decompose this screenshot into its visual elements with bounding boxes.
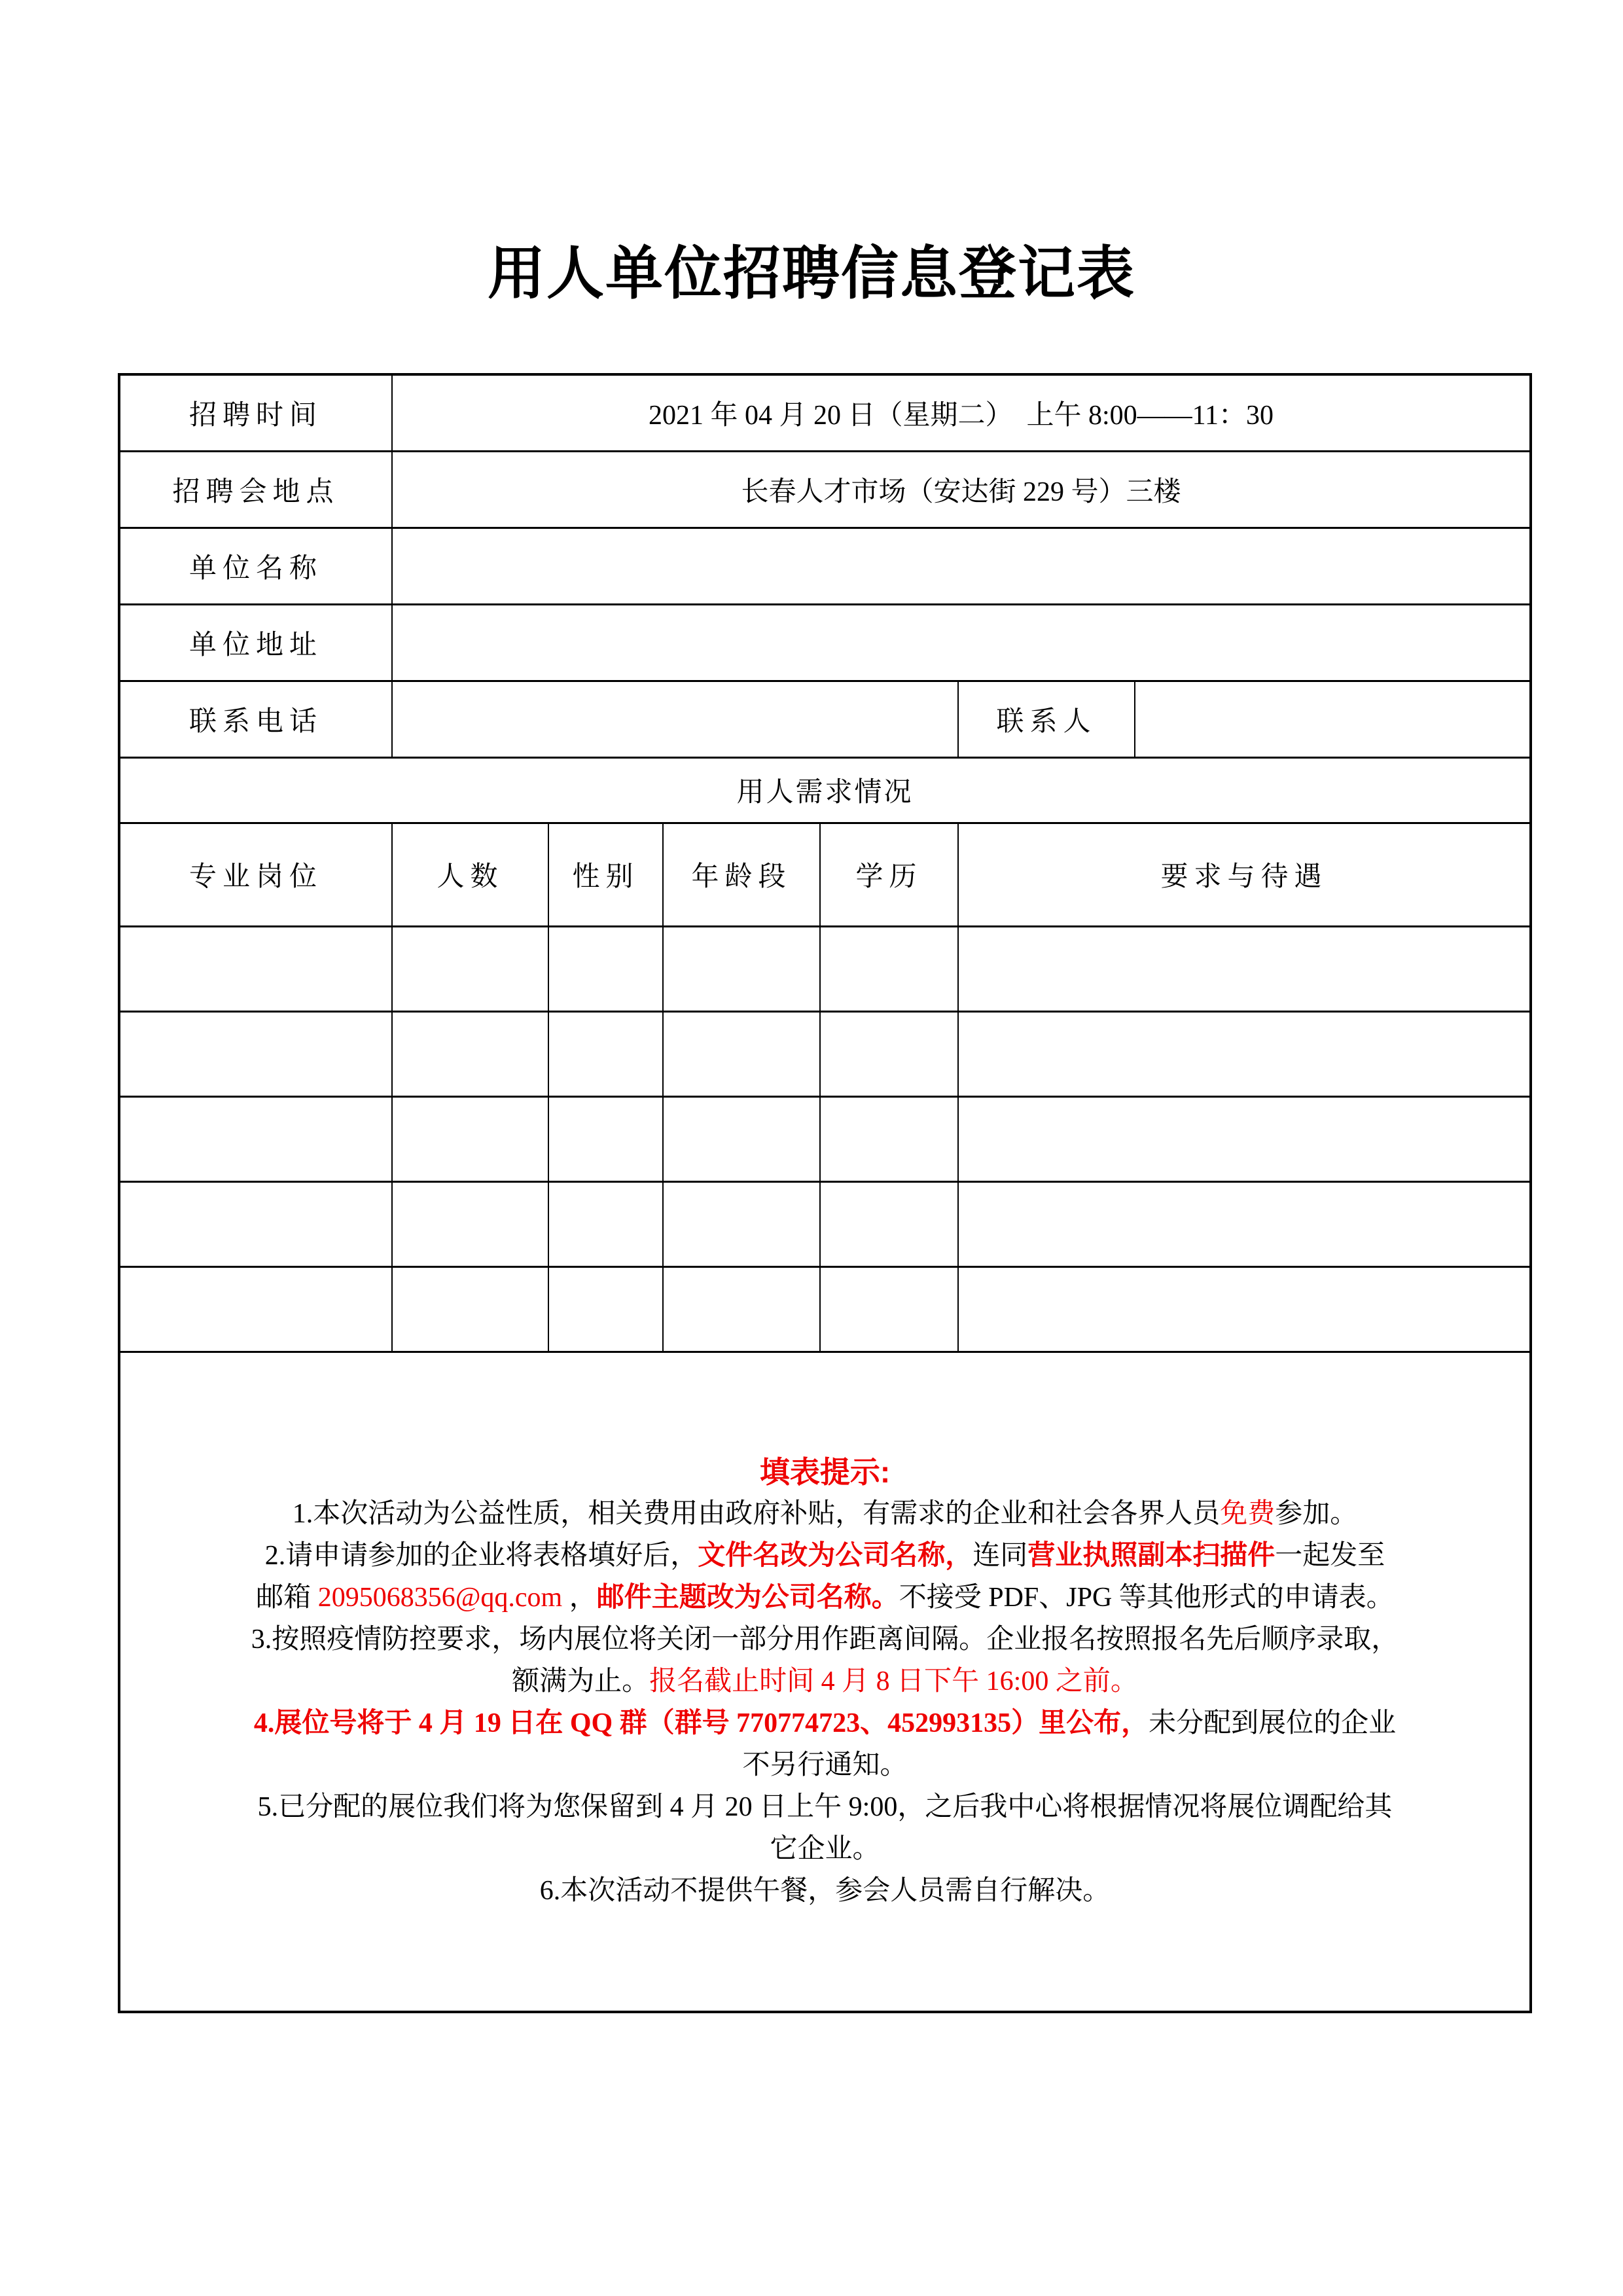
- demand-cell-headcount[interactable]: [392, 1181, 548, 1266]
- note-line: [120, 1493, 1529, 1535]
- demand-cell-requirements[interactable]: [958, 1096, 1531, 1181]
- note-text-highlight: 报名截止时间 4 月 8 日下午 16:00 之前。: [649, 1666, 1138, 1697]
- page-title: 用人单位招聘信息登记表: [487, 243, 1135, 306]
- note-text: 一起发至: [1275, 1541, 1385, 1571]
- note-text: 5.已分配的展位我们将为您保留到 4 月 20 日上午 9:00，之后我中心将根据情况将展位调配给其: [257, 1792, 1393, 1823]
- column-header-headcount: 人数: [392, 823, 548, 926]
- demand-cell-education[interactable]: [820, 1266, 958, 1352]
- note-line: [120, 1702, 1529, 1744]
- table-row: [119, 757, 1531, 823]
- demand-row: [119, 1266, 1531, 1352]
- table-row: [119, 374, 1531, 451]
- notes-body: [120, 1493, 1529, 1912]
- demand-cell-age[interactable]: [663, 1096, 820, 1181]
- demand-cell-position[interactable]: [119, 1011, 392, 1096]
- phone-field[interactable]: [392, 681, 958, 757]
- note-text: 参加。: [1275, 1499, 1358, 1530]
- note-text-highlight: 免费: [1220, 1499, 1275, 1530]
- note-text: 邮箱: [256, 1583, 318, 1613]
- note-text: 3.按照疫情防控要求，场内展位将关闭一部分用作距离间隔。企业报名按照报名先后顺序录取，: [251, 1624, 1399, 1655]
- note-text-highlight: 营业执照副本扫描件: [1027, 1541, 1275, 1571]
- note-line: [120, 1619, 1529, 1660]
- column-header-age: 年龄段: [663, 823, 820, 926]
- contact-label: 联系人: [958, 681, 1135, 757]
- demand-cell-position[interactable]: [119, 1266, 392, 1352]
- column-header-requirements: 要求与待遇: [958, 823, 1531, 926]
- demand-cell-age[interactable]: [663, 926, 820, 1011]
- demand-cell-requirements[interactable]: [958, 1011, 1531, 1096]
- demand-cell-gender[interactable]: [548, 1181, 663, 1266]
- demand-cell-gender[interactable]: [548, 1011, 663, 1096]
- note-line: [120, 1744, 1529, 1786]
- column-header-education: 学历: [820, 823, 958, 926]
- demand-cell-position[interactable]: [119, 926, 392, 1011]
- note-line: [120, 1535, 1529, 1577]
- demand-row: [119, 1096, 1531, 1181]
- demand-cell-age[interactable]: [663, 1266, 820, 1352]
- notes-heading: 填表提示:: [759, 1455, 891, 1490]
- notes-cell: [119, 1352, 1531, 2012]
- contact-field[interactable]: [1135, 681, 1531, 757]
- recruit-time-label: 招聘时间: [119, 374, 392, 451]
- note-line: [120, 1870, 1529, 1912]
- table-row: [119, 451, 1531, 528]
- note-text: 不接受 PDF、JPG 等其他形式的申请表。: [899, 1583, 1394, 1613]
- demand-cell-headcount[interactable]: [392, 1096, 548, 1181]
- note-text: 6.本次活动不提供午餐，参会人员需自行解决。: [539, 1876, 1111, 1907]
- note-text-highlight: 2095068356@qq.com: [317, 1583, 563, 1613]
- company-name-label: 单位名称: [119, 528, 392, 604]
- demand-cell-headcount[interactable]: [392, 1011, 548, 1096]
- note-line: [120, 1577, 1529, 1619]
- demand-row: [119, 1181, 1531, 1266]
- column-header-position: 专业岗位: [119, 823, 392, 926]
- note-text: 不另行通知。: [742, 1750, 908, 1781]
- demand-cell-position[interactable]: [119, 1181, 392, 1266]
- demand-cell-age[interactable]: [663, 1181, 820, 1266]
- demand-cell-gender[interactable]: [548, 1096, 663, 1181]
- table-row: [119, 681, 1531, 757]
- demand-cell-requirements[interactable]: [958, 1181, 1531, 1266]
- note-text-highlight: 文件名改为公司名称，: [698, 1541, 973, 1571]
- venue-label: 招聘会地点: [119, 451, 392, 528]
- note-text: ，: [562, 1583, 597, 1613]
- company-address-label: 单位地址: [119, 604, 392, 681]
- note-text: 它企业。: [770, 1834, 880, 1865]
- table-row: [119, 1352, 1531, 2012]
- demand-cell-position[interactable]: [119, 1096, 392, 1181]
- demand-row: [119, 1011, 1531, 1096]
- demand-row: [119, 926, 1531, 1011]
- note-text: 2.请申请参加的企业将表格填好后，: [264, 1541, 698, 1571]
- registration-table: [118, 373, 1532, 2013]
- note-text: 未分配到展位的企业: [1149, 1708, 1397, 1739]
- demand-cell-gender[interactable]: [548, 1266, 663, 1352]
- demand-cell-requirements[interactable]: [958, 926, 1531, 1011]
- demand-cell-education[interactable]: [820, 926, 958, 1011]
- demand-cell-age[interactable]: [663, 1011, 820, 1096]
- note-text: 连同: [972, 1541, 1028, 1571]
- table-header-row: [119, 823, 1531, 926]
- demand-cell-education[interactable]: [820, 1096, 958, 1181]
- note-text: 1.本次活动为公益性质，相关费用由政府补贴，有需求的企业和社会各界人员: [292, 1499, 1221, 1530]
- company-name-field[interactable]: [392, 528, 1531, 604]
- demand-cell-education[interactable]: [820, 1181, 958, 1266]
- demand-cell-gender[interactable]: [548, 926, 663, 1011]
- venue-value: 长春人才市场（安达街 229 号）三楼: [392, 451, 1531, 528]
- recruit-time-value: 2021 年 04 月 20 日（星期二） 上午 8:00——11：30: [392, 374, 1531, 451]
- note-line: [120, 1786, 1529, 1828]
- table-row: [119, 604, 1531, 681]
- note-text: 额满为止。: [512, 1666, 650, 1697]
- company-address-field[interactable]: [392, 604, 1531, 681]
- phone-label: 联系电话: [119, 681, 392, 757]
- note-text-highlight: 4.展位号将于 4 月 19 日在 QQ 群（群号 770774723、452993135）里公布，: [253, 1708, 1149, 1739]
- demand-section-title: 用人需求情况: [119, 757, 1531, 823]
- note-text-highlight: 邮件主题改为公司名称。: [596, 1583, 899, 1613]
- demand-cell-headcount[interactable]: [392, 926, 548, 1011]
- demand-cell-requirements[interactable]: [958, 1266, 1531, 1352]
- note-line: [120, 1660, 1529, 1702]
- table-row: [119, 528, 1531, 604]
- demand-cell-education[interactable]: [820, 1011, 958, 1096]
- demand-cell-headcount[interactable]: [392, 1266, 548, 1352]
- column-header-gender: 性别: [548, 823, 663, 926]
- note-line: [120, 1828, 1529, 1870]
